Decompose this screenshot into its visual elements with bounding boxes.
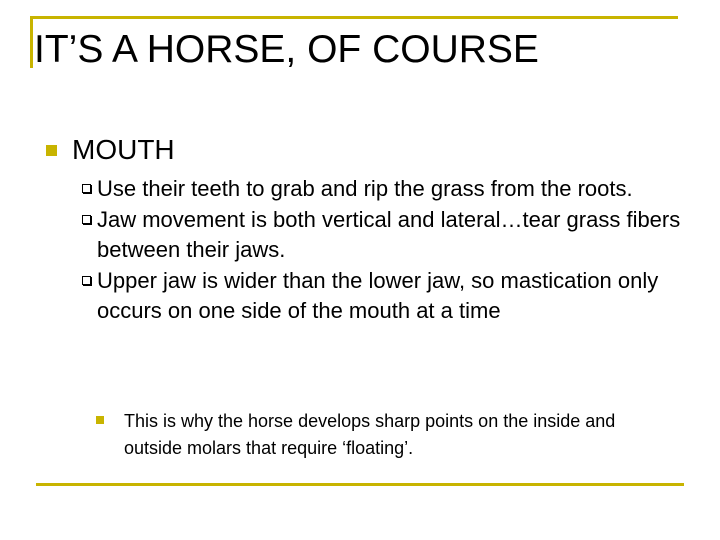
checkbox-bullet-icon	[82, 215, 91, 224]
sub-bullet-item	[82, 266, 682, 327]
footer-divider-line	[36, 483, 684, 486]
title-frame-top-line	[30, 16, 678, 19]
bullet-level-1-text: MOUTH	[72, 134, 175, 165]
sub-bullet-text: Upper jaw is wider than the lower jaw, so mastication only occurs on one side of the mouth at a time	[97, 267, 659, 323]
sub-sub-bullet-item	[96, 408, 656, 462]
square-bullet-icon	[96, 416, 104, 424]
sub-bullet-item	[82, 174, 682, 205]
sub-bullet-text: Jaw movement is both vertical and lateral…tear grass fibers between their jaws.	[97, 206, 681, 262]
square-bullet-icon	[46, 145, 57, 156]
sub-bullet-item	[82, 205, 682, 266]
sub-bullet-text: Use their teeth to grab and rip the grass from the roots.	[97, 176, 633, 201]
title-frame-left-line	[30, 16, 33, 68]
slide-title: IT’S A HORSE, OF COURSE	[34, 28, 539, 71]
sub-bullet-list	[82, 174, 682, 327]
checkbox-bullet-icon	[82, 276, 91, 285]
sub-sub-bullet-text: This is why the horse develops sharp points on the inside and outside molars that require ‘floating’.	[124, 411, 616, 458]
checkbox-bullet-icon	[82, 184, 91, 193]
